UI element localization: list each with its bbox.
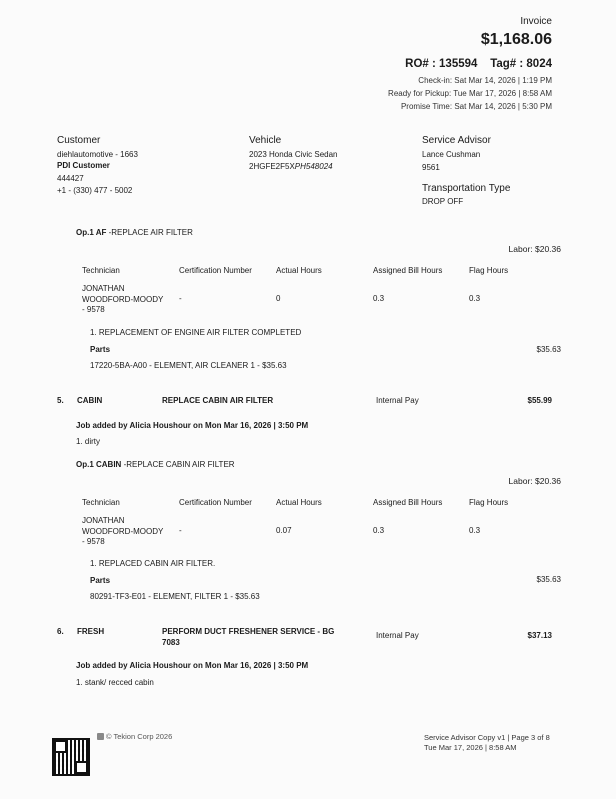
- op-cabin-note: 1. REPLACED CABIN AIR FILTER.: [90, 559, 216, 568]
- copy-page: Service Advisor Copy v1 | Page 3 of 8: [424, 733, 550, 742]
- col-assigned-2: Assigned Bill Hours: [373, 498, 443, 507]
- op-af-flag: 0.3: [469, 294, 481, 303]
- op-af-technician: [82, 284, 163, 316]
- ready-time: Ready for Pickup: Tue Mar 17, 2026 | 8:58 AM: [388, 89, 552, 98]
- transport-heading: Transportation Type: [422, 183, 511, 194]
- op-af-line: [76, 228, 193, 237]
- checkin-time: Check-in: Sat Mar 14, 2026 | 1:19 PM: [418, 76, 552, 85]
- job5-code: CABIN: [77, 396, 103, 405]
- job5-number: 5.: [57, 396, 64, 405]
- advisor-number: 9561: [422, 163, 440, 172]
- customer-heading: Customer: [57, 135, 101, 146]
- op-af-code: Op.1 AF: [76, 228, 107, 237]
- op-cabin-labor: Labor: $20.36: [508, 476, 561, 486]
- op-cabin-part: 80291-TF3-E01 - ELEMENT, FILTER 1 - $35.63: [90, 592, 260, 601]
- job6-title-line2: 7083: [162, 637, 180, 647]
- col-flag-2: Flag Hours: [469, 498, 509, 507]
- advisor-name: Lance Cushman: [422, 150, 481, 159]
- op-af-parts-label: Parts: [90, 345, 111, 354]
- op-af-part: 17220-5BA-A00 - ELEMENT, AIR CLEANER 1 - $35.63: [90, 361, 287, 370]
- col-assigned: Assigned Bill Hours: [373, 266, 443, 275]
- op-cabin-tech-line1: JONATHAN: [82, 516, 125, 525]
- op-af-tech-line3: - 9578: [82, 305, 105, 314]
- vehicle-model: 2023 Honda Civic Sedan: [249, 150, 338, 159]
- qr-code-icon: [52, 738, 90, 776]
- copyright: © Tekion Corp 2026: [106, 732, 173, 741]
- job5-title: REPLACE CABIN AIR FILTER: [162, 396, 274, 405]
- op-af-assigned: 0.3: [373, 294, 385, 303]
- job6-amount: $37.13: [527, 631, 552, 640]
- customer-phone: +1 - (330) 477 - 5002: [57, 186, 133, 195]
- op-cabin-parts-label: Parts: [90, 576, 111, 585]
- job5-amount: $55.99: [527, 396, 552, 405]
- advisor-heading: Service Advisor: [422, 135, 491, 146]
- op-cabin-parts-total: $35.63: [536, 575, 561, 584]
- col-flag: Flag Hours: [469, 266, 509, 275]
- op-cabin-code: Op.1 CABIN: [76, 460, 122, 469]
- job6-code: FRESH: [77, 627, 105, 636]
- job6-title-line1: PERFORM DUCT FRESHENER SERVICE - BG: [162, 627, 335, 636]
- job5-pay-type: Internal Pay: [376, 396, 419, 405]
- op-af-parts-total: $35.63: [536, 345, 561, 354]
- ro-number: RO# : 135594: [405, 58, 478, 70]
- op-cabin-actual: 0.07: [276, 526, 292, 535]
- vin-suffix: PH548024: [294, 162, 333, 171]
- promise-time: Promise Time: Sat Mar 14, 2026 | 5:30 PM: [400, 102, 552, 111]
- op-cabin-tech-line2: WOODFORD-MOODY: [82, 526, 164, 536]
- op-cabin-desc: -REPLACE CABIN AIR FILTER: [121, 460, 235, 469]
- tekion-logo-icon: [97, 733, 104, 740]
- vehicle-vin: [249, 162, 333, 171]
- invoice-total: $1,168.06: [480, 31, 552, 48]
- col-cert: Certification Number: [179, 266, 252, 275]
- op-cabin-line: [76, 460, 235, 469]
- job5-added: Job added by Alicia Houshour on Mon Mar 16, 2026 | 3:50 PM: [76, 421, 309, 430]
- op-af-labor: Labor: $20.36: [508, 244, 561, 254]
- job5-concern: 1. dirty: [76, 437, 101, 446]
- job6-number: 6.: [57, 627, 64, 636]
- customer-id: 444427: [57, 174, 84, 183]
- ro-tag-line: [302, 58, 552, 70]
- job6-pay-type: Internal Pay: [376, 631, 419, 640]
- job6-concern: 1. stank/ recced cabin: [76, 678, 154, 687]
- op-af-cert: -: [179, 294, 182, 303]
- customer-name: diehlautomotive - 1663: [57, 150, 138, 159]
- col-technician: Technician: [82, 266, 120, 275]
- col-actual: Actual Hours: [276, 266, 322, 275]
- transport-type: DROP OFF: [422, 197, 464, 206]
- customer-type: PDI Customer: [57, 161, 110, 170]
- vin-prefix: 2HGFE2F5X: [249, 162, 295, 171]
- op-cabin-flag: 0.3: [469, 526, 481, 535]
- invoice-title: Invoice: [520, 16, 552, 27]
- op-af-tech-line2: WOODFORD-MOODY: [82, 294, 164, 304]
- op-cabin-tech-line3: - 9578: [82, 537, 105, 546]
- col-actual-2: Actual Hours: [276, 498, 322, 507]
- op-af-desc: -REPLACE AIR FILTER: [106, 228, 193, 237]
- op-cabin-technician: [82, 516, 163, 548]
- tag-number: Tag# : 8024: [490, 58, 552, 70]
- op-af-note: 1. REPLACEMENT OF ENGINE AIR FILTER COMPLETED: [90, 328, 302, 337]
- op-af-tech-line1: JONATHAN: [82, 284, 125, 293]
- vehicle-heading: Vehicle: [249, 135, 282, 146]
- col-cert-2: Certification Number: [179, 498, 252, 507]
- job6-title: [162, 627, 334, 648]
- job6-added: Job added by Alicia Houshour on Mon Mar 16, 2026 | 3:50 PM: [76, 661, 309, 670]
- op-cabin-cert: -: [179, 526, 182, 535]
- footer-date: Tue Mar 17, 2026 | 8:58 AM: [424, 743, 517, 752]
- op-cabin-assigned: 0.3: [373, 526, 385, 535]
- op-af-actual: 0: [276, 294, 281, 303]
- col-technician-2: Technician: [82, 498, 120, 507]
